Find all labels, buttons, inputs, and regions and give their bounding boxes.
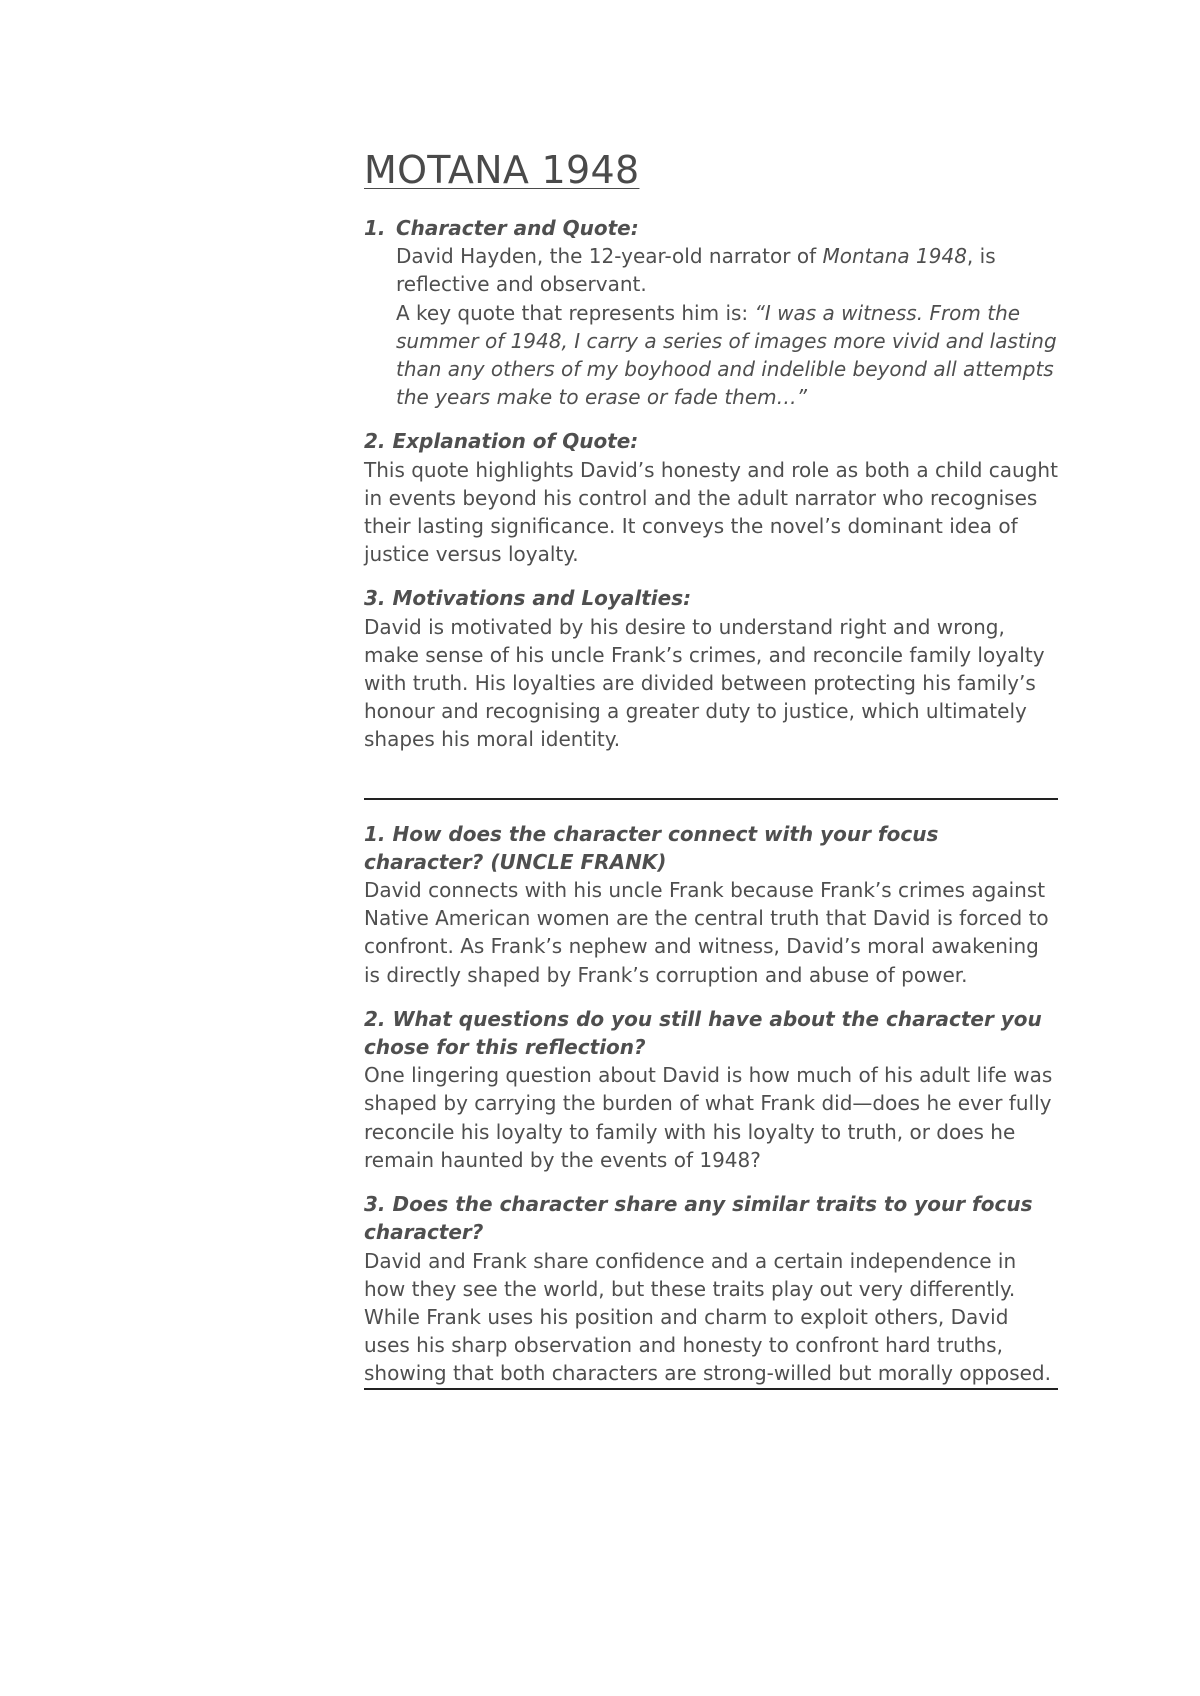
horizontal-rule-bottom (364, 1388, 1058, 1390)
document-title: MOTANA 1948 (364, 148, 640, 192)
question-heading: 3. Does the character share any similar traits to your focus character? (364, 1192, 1033, 1245)
quote-intro: A key quote that represents him is: (396, 300, 755, 325)
document-page (364, 148, 1058, 1390)
section-body: David is motivated by his desire to understand right and wrong, make sense of his uncle Frank’s crimes, and reconcile family loyalty with truth. His loyalties are divided between protecting his family’s honour and recognising a greater duty to justice, which ultimately shapes his moral identity. (364, 614, 1045, 752)
section-motivations (364, 584, 1058, 753)
description-text-end: , is reflective and observant. (396, 244, 996, 297)
book-title: Montana 1948 (822, 244, 967, 269)
description-text: David Hayden, the 12-year-old narrator of (396, 244, 823, 269)
section-heading: Character and Quote: (396, 216, 639, 240)
section-character-and-quote (364, 214, 1058, 411)
question-answer: David connects with his uncle Frank because Frank’s crimes against Native American women are the central truth that David is forced to confront. As Frank’s nephew and witness, David’s moral awakening is directly shaped by Frank’s corruption and abuse of power. (364, 878, 1049, 987)
question-heading: 2. What questions do you still have about the character you chose for this reflection? (364, 1006, 1042, 1060)
list-number: 1. (364, 216, 386, 240)
character-description (396, 242, 1058, 298)
question-remaining (364, 1005, 1058, 1174)
question-connection (364, 820, 1058, 989)
section-heading: 2. Explanation of Quote: (364, 429, 639, 454)
question-answer: One lingering question about David is how much of his adult life was shaped by carrying the burden of what Frank did—does he ever fully reconcile his loyalty to family with his loyalty to truth, or does he remain haunted by the events of 1948? (364, 1063, 1053, 1172)
section-body: This quote highlights David’s honesty and role as both a child caught in events beyond his control and the adult narrator who recognises their lasting significance. It conveys the novel’s dominant idea of justice versus loyalty. (364, 457, 1058, 567)
quote-text: “I was a witness. From the summer of 1948, I carry a series of images more vivid and lasting than any others of my boyhood and indelible beyond all attempts the years make to erase or fade them…” (396, 300, 1057, 410)
horizontal-rule (364, 798, 1058, 800)
question-similar-traits (364, 1190, 1058, 1387)
section-heading: 3. Motivations and Loyalties: (364, 586, 692, 611)
section-content (396, 214, 1058, 411)
section-explanation (364, 427, 1058, 568)
question-heading: 1. How does the character connect with your focus character? (UNCLE FRANK) (364, 821, 939, 874)
question-answer: David and Frank share confidence and a certain independence in how they see the world, but these traits play out very differently. While Frank uses his position and charm to exploit others, David uses his sharp observation and honesty to confront hard truths, showing that both characters are strong-willed but morally opposed. (364, 1248, 1051, 1386)
key-quote (396, 299, 1058, 412)
